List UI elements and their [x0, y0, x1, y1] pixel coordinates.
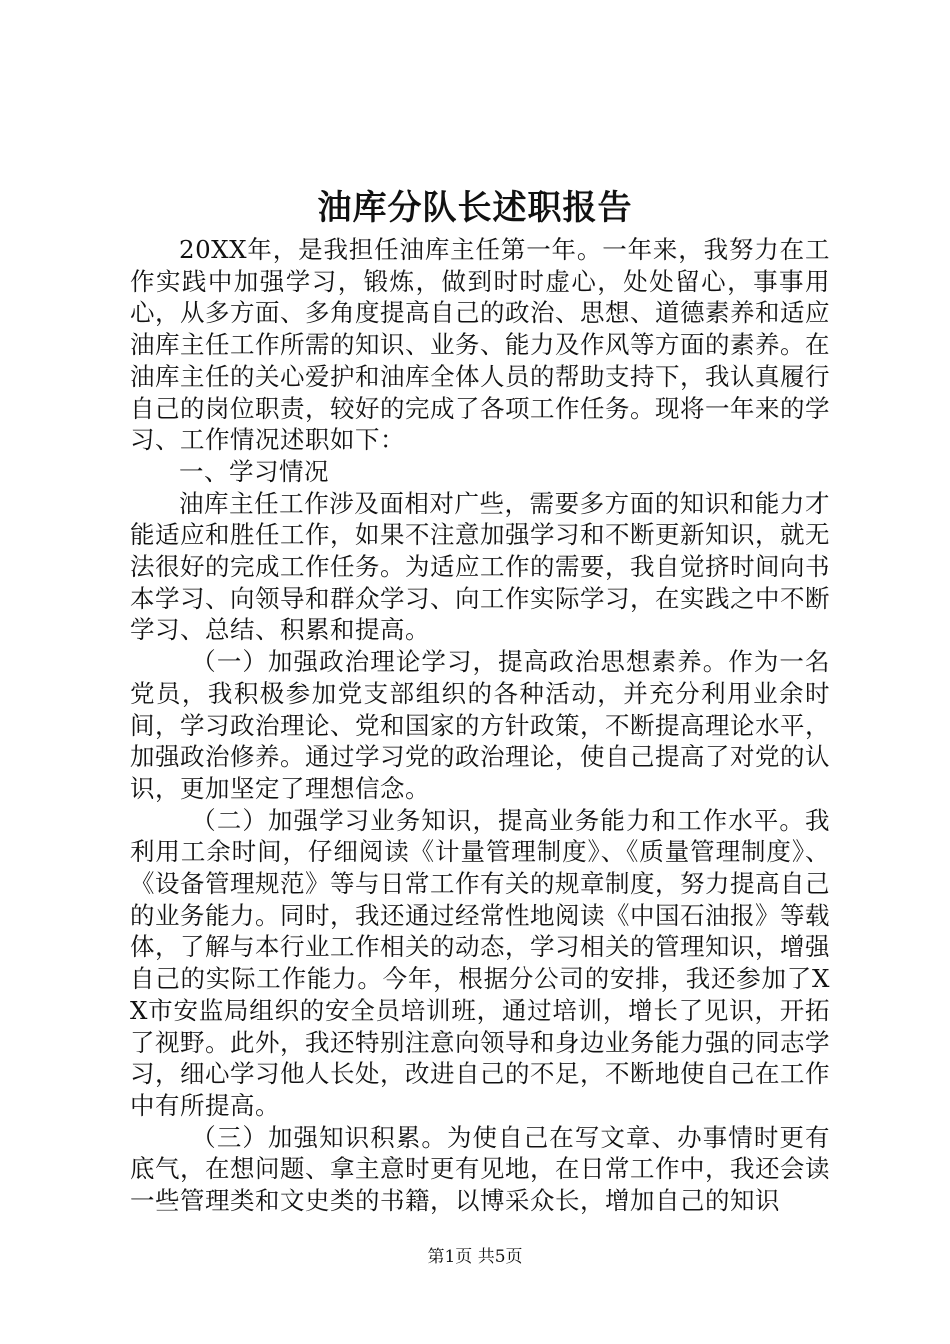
- document-body: [130, 234, 830, 1217]
- subsection-business-paragraph: （二）加强学习业务知识，提高业务能力和工作水平。我利用工余时间，仔细阅读《计量管理制度》、《质量管理制度》、《设备管理规范》等与日常工作有关的规章制度，努力提高自己的业务能力。同时，我还通过经常性地阅读《中国石油报》等载体，了解与本行业工作相关的动态，学习相关的管理知识，增强自己的实际工作能力。今年，根据分公司的安排，我还参加了XX市安监局组织的安全员培训班，通过培训，增长了见识，开拓了视野。此外，我还特别注意向领导和身边业务能力强的同志学习，细心学习他人长处，改进自己的不足，不断地使自己在工作中有所提高。: [130, 805, 830, 1120]
- intro-paragraph: 20XX年，是我担任油库主任第一年。一年来，我努力在工作实践中加强学习，锻炼，做到时时虚心，处处留心，事事用心，从多方面、多角度提高自己的政治、思想、道德素养和适应油库主任工作所需的知识、业务、能力及作风等方面的素养。在油库主任的关心爱护和油库全体人员的帮助支持下，我认真履行自己的岗位职责，较好的完成了各项工作任务。现将一年来的学习、工作情况述职如下：: [130, 235, 830, 455]
- subsection-politics-paragraph: （一）加强政治理论学习，提高政治思想素养。作为一名党员，我积极参加党支部组织的各种活动，并充分利用业余时间，学习政治理论、党和国家的方针政策，不断提高理论水平，加强政治修养。通过学习党的政治理论，使自己提高了对党的认识，更加坚定了理想信念。: [130, 647, 830, 803]
- section-heading-study: 一、学习情况: [179, 456, 329, 486]
- study-paragraph: 油库主任工作涉及面相对广些，需要多方面的知识和能力才能适应和胜任工作，如果不注意加强学习和不断更新知识，就无法很好的完成工作任务。为适应工作的需要，我自觉挤时间向书本学习、向领导和群众学习、向工作实际学习，在实践之中不断学习、总结、积累和提高。: [130, 488, 830, 645]
- subsection-knowledge-paragraph: （三）加强知识积累。为使自己在写文章、办事情时更有底气，在想问题、拿主意时更有见地，在日常工作中，我还会读一些管理类和文史类的书籍，以博采众长，增加自己的知识: [130, 1122, 830, 1216]
- document-title: 油库分队长述职报告: [317, 188, 633, 228]
- page-number-footer: 第1页 共5页: [427, 1247, 523, 1267]
